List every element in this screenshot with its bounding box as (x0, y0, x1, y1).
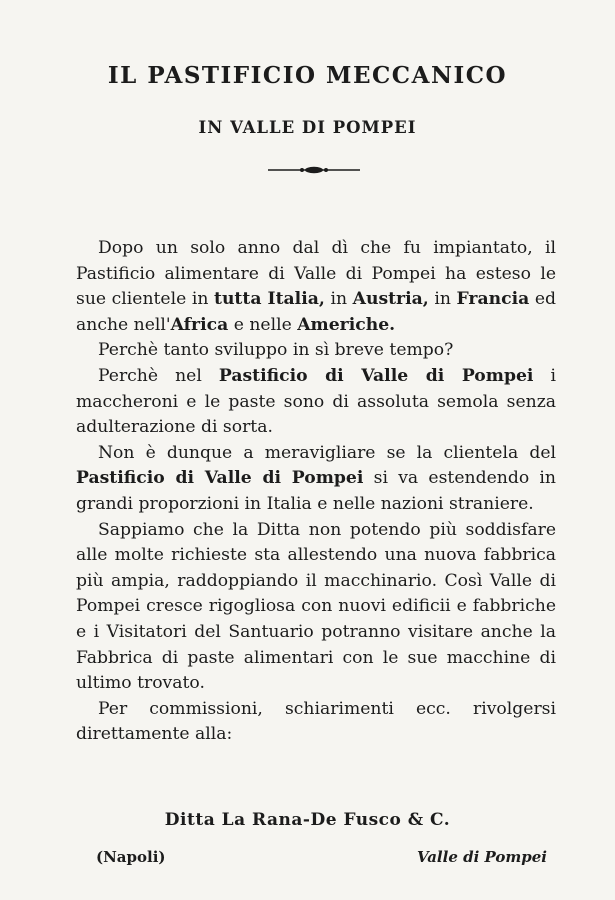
page-title: IL PASTIFICIO MECCANICO (107, 62, 508, 89)
page-subtitle: IN VALLE DI POMPEI (198, 118, 417, 137)
paragraph-4: Non è dunque a meravigliare se la clientela del Pastificio di Valle di Pompei si va estendendo in grandi proporzioni in Italia e nelle nazioni straniere. (76, 442, 556, 514)
company-name: Ditta La Rana-De Fusco & C. (164, 810, 451, 830)
article-body (76, 236, 556, 748)
place-label: Valle di Pompei (416, 848, 547, 866)
paragraph-5: Sappiamo che la Ditta non potendo più soddisfare alle molte richieste sta allestendo una nuova fabbrica più ampia, raddoppiando il macchinario. Così Valle di Pompei cresce rigogliosa con nuovi edificii e fabbriche e i Visitatori del Santuario potranno visitare anche la Fabbrica di paste alimentari con le sue macchine di ultimo trovato. (76, 519, 556, 694)
paragraph-2: Perchè tanto sviluppo in sì breve tempo? (98, 340, 454, 361)
paragraph-3: Perchè nel Pastificio di Valle di Pompei i maccheroni e le paste sono di assoluta semola senza adulterazione di sorta. (76, 365, 556, 438)
paragraph-6: Per commissioni, schiarimenti ecc. rivolgersi direttamente alla: (76, 698, 556, 745)
divider-ornament-icon (268, 163, 360, 177)
paragraph-1: Dopo un solo anno dal dì che fu impiantato, il Pastificio alimentare di Valle di Pompei ha esteso le sue clientele in tutta Italia, in Austria, in Francia ed anche nell'Africa e nelle Americhe. (76, 238, 557, 335)
city-label: (Napoli) (96, 848, 166, 866)
